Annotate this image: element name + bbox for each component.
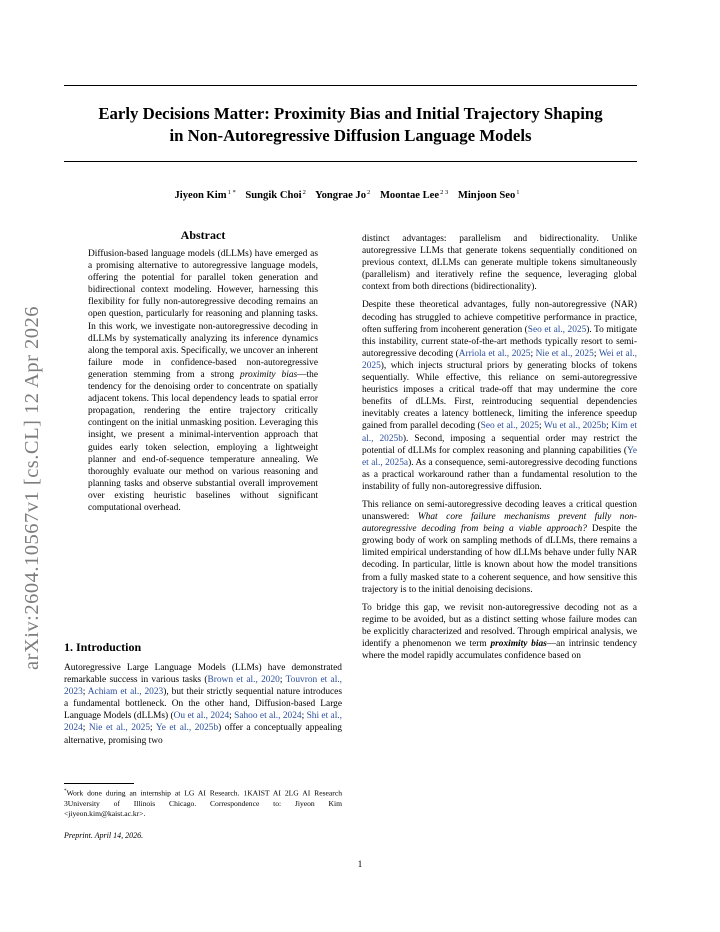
author-affiliation: 2 bbox=[367, 189, 371, 196]
paragraph-text: distinct advantages: parallelism and bidirectionality. Unlike autoregressive LLMs that generate tokens sequentially conditioned on previous context, dLLMs can generate multiple tokens simultaneously (parallelism) and iteratively refine the sequence, leveraging global context from both directions (bidirectionality). bbox=[362, 234, 637, 293]
citation-link[interactable]: Ou et al., 2024 bbox=[173, 711, 230, 722]
top-rule bbox=[64, 85, 637, 86]
paragraph-text: ), which injects structural priors by generating blocks of tokens sequentially. While effective, this reliance on semi-autoregressive heuristics imposes a critical trade-off that may undermine the core benefits of dLLMs. First, reintroducing sequential dependencies inevitably creates a latency bottleneck, limiting the inference speedup gained from parallel decoding ( bbox=[362, 360, 637, 432]
right-paragraph bbox=[362, 233, 637, 293]
footnote-rule bbox=[64, 783, 134, 784]
intro-text: ) offer a conceptually appealing alternative, promising two bbox=[64, 723, 342, 746]
paragraph-text: To bridge this gap, we revisit non-autoregressive decoding not as a regime to be avoided, but as a distinct setting whose failure modes can be explicitly characterized and resolved. Through empirical analysis, we identify a phenomenon we term bbox=[362, 602, 637, 649]
citation-link[interactable]: Seo et al., 2025 bbox=[527, 324, 587, 335]
right-paragraph bbox=[362, 602, 637, 662]
citation-link[interactable]: Ye et al., 2025b bbox=[155, 723, 219, 734]
author-affiliation: 2 bbox=[302, 189, 306, 196]
author-name: Sungik Choi bbox=[245, 190, 302, 201]
citation-link[interactable]: Achiam et al., 2023 bbox=[87, 687, 164, 698]
title-bottom-rule bbox=[64, 161, 637, 162]
citation-link[interactable]: Ye et al., 2025a bbox=[362, 445, 637, 468]
title-line-2: in Non-Autoregressive Diffusion Language Models bbox=[169, 126, 532, 145]
citation-link[interactable]: Sahoo et al., 2024 bbox=[234, 711, 302, 722]
title-line-1: Early Decisions Matter: Proximity Bias and Initial Trajectory Shaping bbox=[98, 104, 603, 123]
paragraph-text: ). To mitigate this instability, current state-of-the-art methods typically resort to semi-autoregressive decoding ( bbox=[362, 324, 637, 359]
paragraph-text: This reliance on semi-autoregressive decoding leaves a critical question unanswered: bbox=[362, 499, 637, 523]
footnote-text: Work done during an internship at LG AI Research. 1KAIST AI 2LG AI Research 3University of Illinois Chicago. Correspondence to: Jiyeon Kim <jiyeon.kim@kaist.ac.kr>. bbox=[64, 788, 342, 818]
intro-text: Autoregressive Large Language Models (LLMs) have demonstrated remarkable success in various tasks ( bbox=[64, 663, 342, 686]
paragraph-text: —an intrinsic tendency where the model rapidly accumulates confidence based on bbox=[362, 639, 638, 662]
intro-paragraph: Autoregressive Large Language Models (LLMs) have demonstrated remarkable success in various tasks (Brown et al., 2020; Touvron et al., 2023; Achiam et al., 2023), but their strictly sequential nature introduces a fundamental bottleneck. On the other hand, Diffusion-based Large Language Models (dLLMs) (Ou et al., 2024; Sahoo et al., 2024; Shi et al., 2024; Nie et al., 2025; Ye et al., 2025b) offer a conceptually appealing alternative, promising two bbox=[64, 663, 343, 746]
abstract-body bbox=[88, 248, 318, 514]
author-name: Minjoon Seo bbox=[457, 190, 516, 201]
preprint-note: Preprint. April 14, 2026. bbox=[64, 831, 144, 840]
paragraph-text: Despite these theoretical advantages, fully non-autoregressive (NAR) decoding has struggled to achieve competitive performance in practice, often suffering from incoherent generation ( bbox=[362, 300, 637, 335]
author-name: Yongrae Jo bbox=[315, 190, 367, 201]
abstract-text: Diffusion-based language models (dLLMs) have emerged as a promising alternative to autoregressive language models, offering the potential for parallel token generation and bidirectional context modeling. However, harnessing this flexibility for fully non-autoregressive decoding remains an open question, particularly for reasoning and planning tasks. In this work, we investigate non-autoregressive decoding in dLLMs by systematically analyzing its inference dynamics along the temporal axis. Specifically, we uncover an inherent failure mode in confidence-based non-autoregressive generation stemming from a strong bbox=[88, 249, 318, 380]
author-name: Jiyeon Kim bbox=[174, 190, 227, 201]
citation-link[interactable]: Wei et al., 2025 bbox=[362, 348, 638, 371]
citation-link[interactable]: Nie et al., 2025 bbox=[88, 723, 151, 734]
paper-title bbox=[64, 103, 637, 147]
citation-link[interactable]: Nie et al., 2025 bbox=[535, 348, 594, 359]
citation-link[interactable]: Arriola et al., 2025 bbox=[458, 348, 531, 359]
citation-link[interactable]: Brown et al., 2020 bbox=[207, 675, 280, 686]
section-heading: 1. Introduction bbox=[64, 640, 142, 654]
paragraph-text: ). As a consequence, semi-autoregressive decoding functions as a practical workaround rather than a fundamental resolution to the instability of fully non-autoregressive diffusion. bbox=[362, 457, 637, 492]
page-number: 1 bbox=[357, 860, 363, 870]
abstract-emphasis: proximity bias bbox=[240, 369, 298, 380]
right-column bbox=[362, 233, 637, 668]
paragraph-text: ). Second, imposing a sequential order may restrict the potential of dLLMs for complex reasoning and planning capabilities ( bbox=[362, 433, 637, 456]
abstract-text: —the tendency for the denoising order to concentrate on spatially adjacent tokens. This local dependency leads to spatial error propagation, rendering the entire trajectory critically contingent on the initial unmasking position. Leveraging this insight, we present a minimal-intervention approach that guides early token selection, employing a lightweight planner and end-of-sequence temperature annealing. We thoroughly evaluate our method on various reasoning and planning tasks and observe substantial overall improvement over existing heuristic baselines without significant computational overhead. bbox=[88, 369, 318, 513]
author-name: Moontae Lee bbox=[379, 190, 440, 201]
arxiv-watermark: arXiv:2604.10567v1 [cs.CL] 12 Apr 2026 bbox=[21, 305, 43, 670]
citation-link[interactable]: Touvron et al., 2023 bbox=[64, 675, 343, 698]
citation-link[interactable]: Wu et al., 2025b bbox=[543, 421, 607, 432]
citation-link[interactable]: Shi et al., 2024 bbox=[64, 711, 342, 734]
paragraph-text: Despite the growing body of work on sampling methods of dLLMs, there remains a limited empirical understanding of how dLLMs behave under fully NAR decoding. In particular, little is known about how the model transitions from a fully masked state to a coherent sequence, and how sensitive this trajectory is to the initial denoising decisions. bbox=[362, 524, 637, 595]
abstract-heading: Abstract bbox=[180, 228, 226, 242]
author-affiliation: 1 * bbox=[227, 189, 236, 196]
citation-link[interactable]: Seo et al., 2025 bbox=[480, 421, 539, 432]
right-paragraph: Despite these theoretical advantages, fully non-autoregressive (NAR) decoding has struggled to achieve competitive performance in practice, often suffering from incoherent generation (Seo et al., 2025). To mitigate this instability, current state-of-the-art methods typically resort to semi-autoregressive decoding (Arriola et al., 2025; Nie et al., 2025; Wei et al., 2025), which injects structural priors by generating blocks of tokens sequentially. While effective, this reliance on semi-autoregressive heuristics imposes a critical trade-off that may undermine the core benefits of dLLMs. First, reintroducing sequential dependencies inevitably creates a latency bottleneck, limiting the inference speedup gained from parallel decoding (Seo et al., 2025; Wu et al., 2025b; Kim et al., 2025b). Second, imposing a sequential order may restrict the potential of dLLMs for complex reasoning and planning capabilities (Ye et al., 2025a). As a consequence, semi-autoregressive decoding functions as a practical workaround rather than a fundamental resolution to the instability of fully non-autoregressive diffusion. bbox=[362, 300, 638, 492]
author-affiliation: 2 3 bbox=[440, 189, 449, 196]
citation-link[interactable]: Kim et al., 2025b bbox=[362, 421, 638, 444]
right-paragraph bbox=[362, 499, 637, 596]
paragraph-emphasis: What core failure mechanisms prevent fully non-autoregressive decoding from being a viable approach? bbox=[362, 512, 637, 535]
intro-text: ), but their strictly sequential nature introduces a fundamental bottleneck. On the other hand, Diffusion-based Large Language Models (dLLMs) ( bbox=[64, 687, 342, 722]
author-list bbox=[64, 186, 637, 203]
paragraph-emphasis: proximity bias bbox=[490, 639, 547, 649]
footnote: *Work done during an internship at LG AI Research. 1KAIST AI 2LG AI Research 3University of Illinois Chicago. Correspondence to: Jiyeon Kim <jiyeon.kim@kaist.ac.kr>. bbox=[64, 788, 342, 818]
author-affiliation: 1 bbox=[516, 189, 520, 196]
